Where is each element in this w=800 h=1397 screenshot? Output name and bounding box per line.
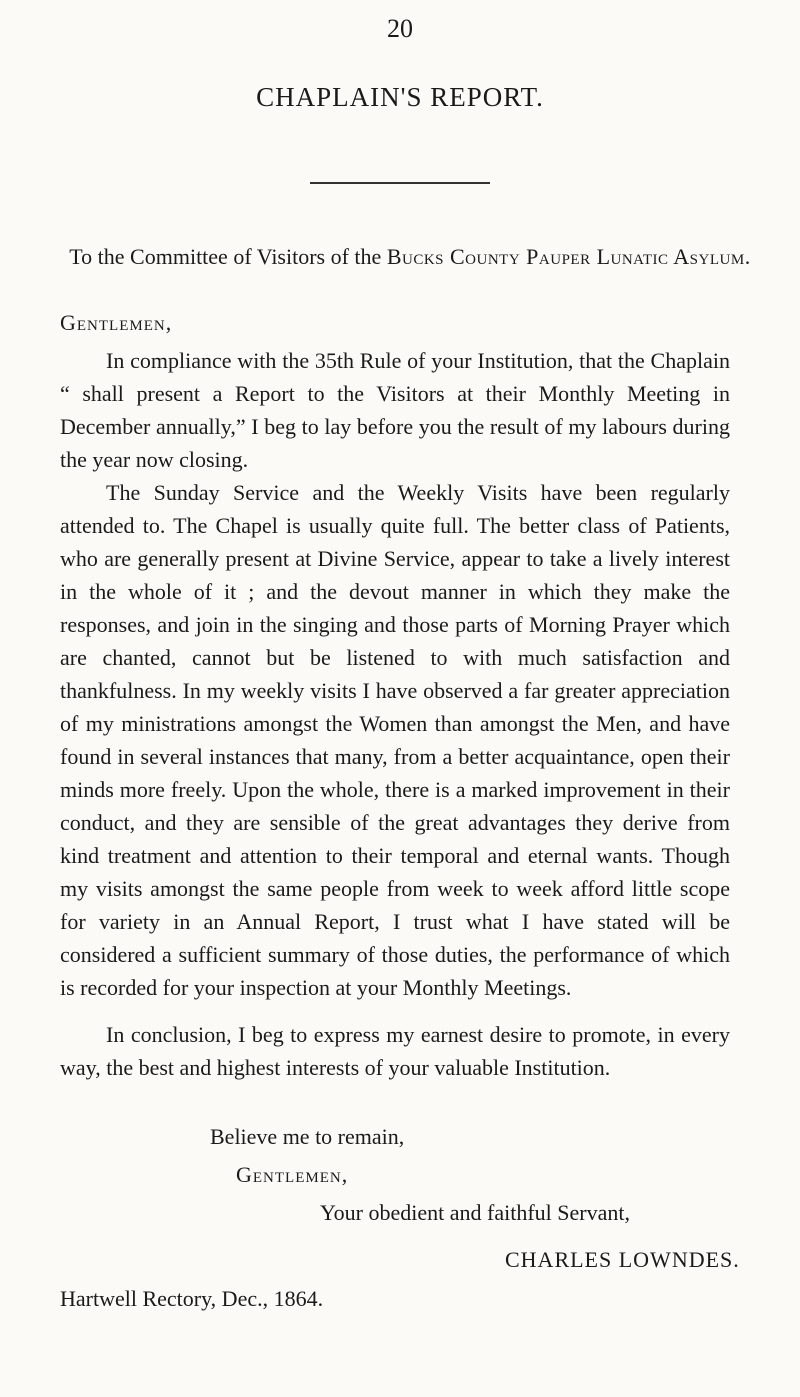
place-date: Hartwell Rectory, Dec., 1864. (60, 1286, 324, 1311)
page-number: 20 (387, 14, 413, 43)
closing-salutation: Gentlemen, (236, 1162, 349, 1187)
closing-servant: Your obedient and faithful Servant, (320, 1200, 630, 1225)
page-title: CHAPLAIN'S REPORT. (256, 82, 544, 112)
address-prefix: To the Committee of Visitors of the (69, 244, 382, 269)
paragraph-1: In compliance with the 35th Rule of your Institution, that the Chaplain “ shall present a Report to the Visitors at their Monthly Meeting in December annually,” I beg to lay before you the result of my labours during the year now closing. (60, 348, 730, 472)
signature-name: CHARLES LOWNDES. (505, 1247, 740, 1272)
institution-name: Bucks County Pauper Lunatic Asylum. (386, 244, 751, 269)
paragraph-2: The Sunday Service and the Weekly Visits have been regularly attended to. The Chapel is usually quite full. The better class of Patients, who are generally present at Divine Service, appear to take a lively interest in the whole of it ; and the devout manner in which they make the responses, and join in the singing and those parts of Morning Prayer which are chanted, cannot but be listened to with much satisfaction and thankfulness. In my weekly visits I have observed a far greater appreciation of my ministrations amongst the Women than amongst the Men, and have found in several instances that many, from a better acquaintance, open their minds more freely. Upon the whole, there is a marked improvement in their conduct, and they are sensible of the great advantages they derive from kind treatment and attention to their temporal and eternal wants. Though my visits amongst the same people from week to week afford little scope for variety in an Annual Report, I trust what I have stated will be considered a sufficient summary of those duties, the performance of which is recorded for your inspection at your Monthly Meetings. (60, 480, 730, 1000)
closing-believe: Believe me to remain, (210, 1124, 405, 1149)
address-line (60, 240, 760, 273)
paragraph-3: In conclusion, I beg to express my earnest desire to promote, in every way, the best and highest interests of your valuable Institution. (60, 1022, 730, 1080)
salutation: Gentlemen, (60, 310, 173, 335)
title-divider (310, 182, 490, 184)
